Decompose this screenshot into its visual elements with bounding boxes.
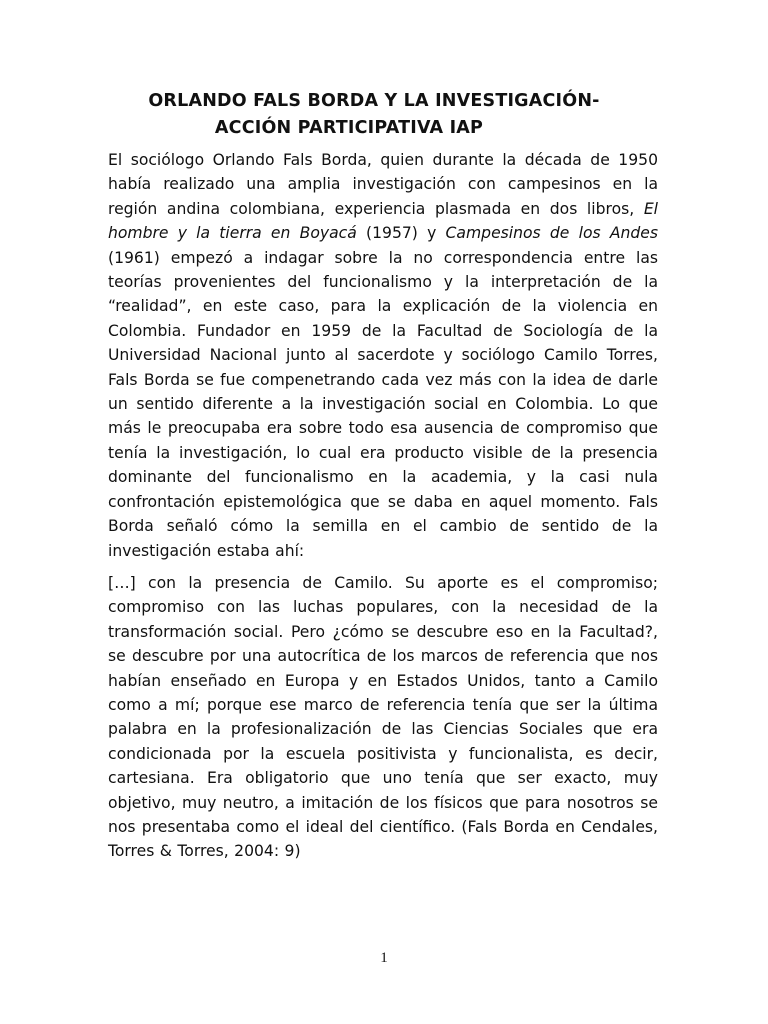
title-line-1: ORLANDO FALS BORDA Y LA INVESTIGACIÓN- — [148, 91, 600, 111]
document-body — [108, 148, 658, 872]
document-title — [108, 88, 660, 142]
quote-paragraph: […] con la presencia de Camilo. Su aporte es el compromiso; compromiso con las luchas populares, con la necesidad de la transformación social. Pero ¿cómo se descubre eso en la Facultad?, se descubre por una autocrítica de los marcos de referencia que nos habían enseñado en Europa y en Estados Unidos, tanto a Camilo como a mí; porque ese marco de referencia tenía que ser la última palabra en la profesionalización de las Ciencias Sociales que era condicionada por la escuela positivista y funcionalista, es decir, cartesiana. Era obligatorio que uno tenía que ser exacto, muy objetivo, muy neutro, a imitación de los físicos que para nosotros se nos presentaba como el ideal del científico. (Fals Borda en Cendales, Torres & Torres, 2004: 9) — [108, 573, 658, 861]
paragraph-1-text-a: El sociólogo Orlando Fals Borda, quien durante la década de 1950 había realizado una amplia investigación con campesinos en la región andina colombiana, experiencia plasmada en dos libros, — [108, 151, 658, 218]
book-title-1: El hombre y la tierra en Boyacá — [108, 199, 658, 243]
body-paragraph-1 — [108, 148, 658, 563]
paragraph-1-text-c: (1961) empezó a indagar sobre la no correspondencia entre las teorías provenientes del funcionalismo y la interpretación de la “realidad”, en este caso, para la explicación de la violencia en Colombia. Fundador en 1959 de la Facultad de Sociología de la Universidad Nacional junto al sacerdote y sociólogo Camilo Torres, Fals Borda se fue compenetrando cada vez más con la idea de darle un sentido diferente a la investigación social en Colombia. Lo que más le preocupaba era sobre todo esa ausencia de compromiso que tenía la investigación, lo cual era producto visible de la presencia dominante del funcionalismo en la academia, y la casi nula confrontación epistemológica que se daba en aquel momento. Fals Borda señaló cómo la semilla en el cambio de sentido de la investigación estaba ahí: — [108, 248, 658, 560]
book-title-2: Campesinos de los Andes — [445, 224, 658, 243]
paragraph-1-text-b: (1957) y — [356, 224, 446, 243]
page-number: 1 — [380, 950, 388, 966]
title-line-2: ACCIÓN PARTICIPATIVA IAP — [214, 118, 484, 138]
